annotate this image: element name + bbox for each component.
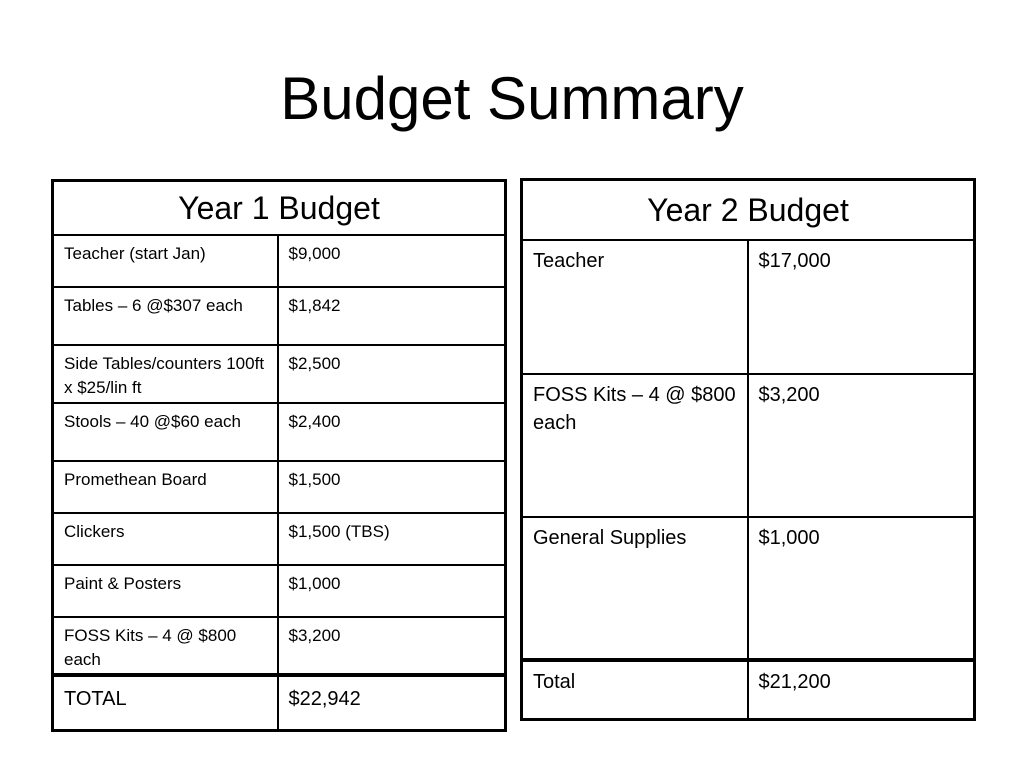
table-row xyxy=(53,565,506,617)
year1-budget-table xyxy=(51,179,507,732)
table-row xyxy=(522,517,975,660)
amount-cell: $17,000 xyxy=(748,240,975,374)
table-row xyxy=(522,240,975,374)
slide-title: Budget Summary xyxy=(280,65,744,132)
amount-cell: $1,000 xyxy=(278,565,506,617)
table-row xyxy=(53,287,506,345)
item-cell: General Supplies xyxy=(522,517,748,660)
amount-cell: $9,000 xyxy=(278,235,506,287)
item-cell: FOSS Kits – 4 @ $800 each xyxy=(522,374,748,517)
table-header-row xyxy=(53,181,506,236)
total-row xyxy=(522,660,975,720)
amount-cell: $1,842 xyxy=(278,287,506,345)
year1-header: Year 1 Budget xyxy=(53,181,506,236)
year2-budget-table xyxy=(520,178,976,721)
item-cell: Teacher xyxy=(522,240,748,374)
table-row xyxy=(53,513,506,565)
amount-cell: $1,500 (TBS) xyxy=(278,513,506,565)
table-header-row xyxy=(522,180,975,241)
table-row xyxy=(53,461,506,513)
item-cell: Clickers xyxy=(53,513,278,565)
amount-cell: $1,000 xyxy=(748,517,975,660)
item-cell: Teacher (start Jan) xyxy=(53,235,278,287)
total-amount: $21,200 xyxy=(748,660,975,720)
item-cell: Side Tables/counters 100ft x $25/lin ft xyxy=(53,345,278,403)
item-cell: Paint & Posters xyxy=(53,565,278,617)
amount-cell: $3,200 xyxy=(748,374,975,517)
total-label: TOTAL xyxy=(53,675,278,731)
table-row xyxy=(522,374,975,517)
amount-cell: $2,400 xyxy=(278,403,506,461)
year2-header: Year 2 Budget xyxy=(522,180,975,241)
total-row xyxy=(53,675,506,731)
amount-cell: $3,200 xyxy=(278,617,506,675)
amount-cell: $1,500 xyxy=(278,461,506,513)
table-row xyxy=(53,403,506,461)
amount-cell: $2,500 xyxy=(278,345,506,403)
item-cell: Tables – 6 @$307 each xyxy=(53,287,278,345)
total-amount: $22,942 xyxy=(278,675,506,731)
table-row xyxy=(53,235,506,287)
item-cell: Promethean Board xyxy=(53,461,278,513)
table-row xyxy=(53,617,506,675)
item-cell: Stools – 40 @$60 each xyxy=(53,403,278,461)
table-row xyxy=(53,345,506,403)
total-label: Total xyxy=(522,660,748,720)
item-cell: FOSS Kits – 4 @ $800 each xyxy=(53,617,278,675)
